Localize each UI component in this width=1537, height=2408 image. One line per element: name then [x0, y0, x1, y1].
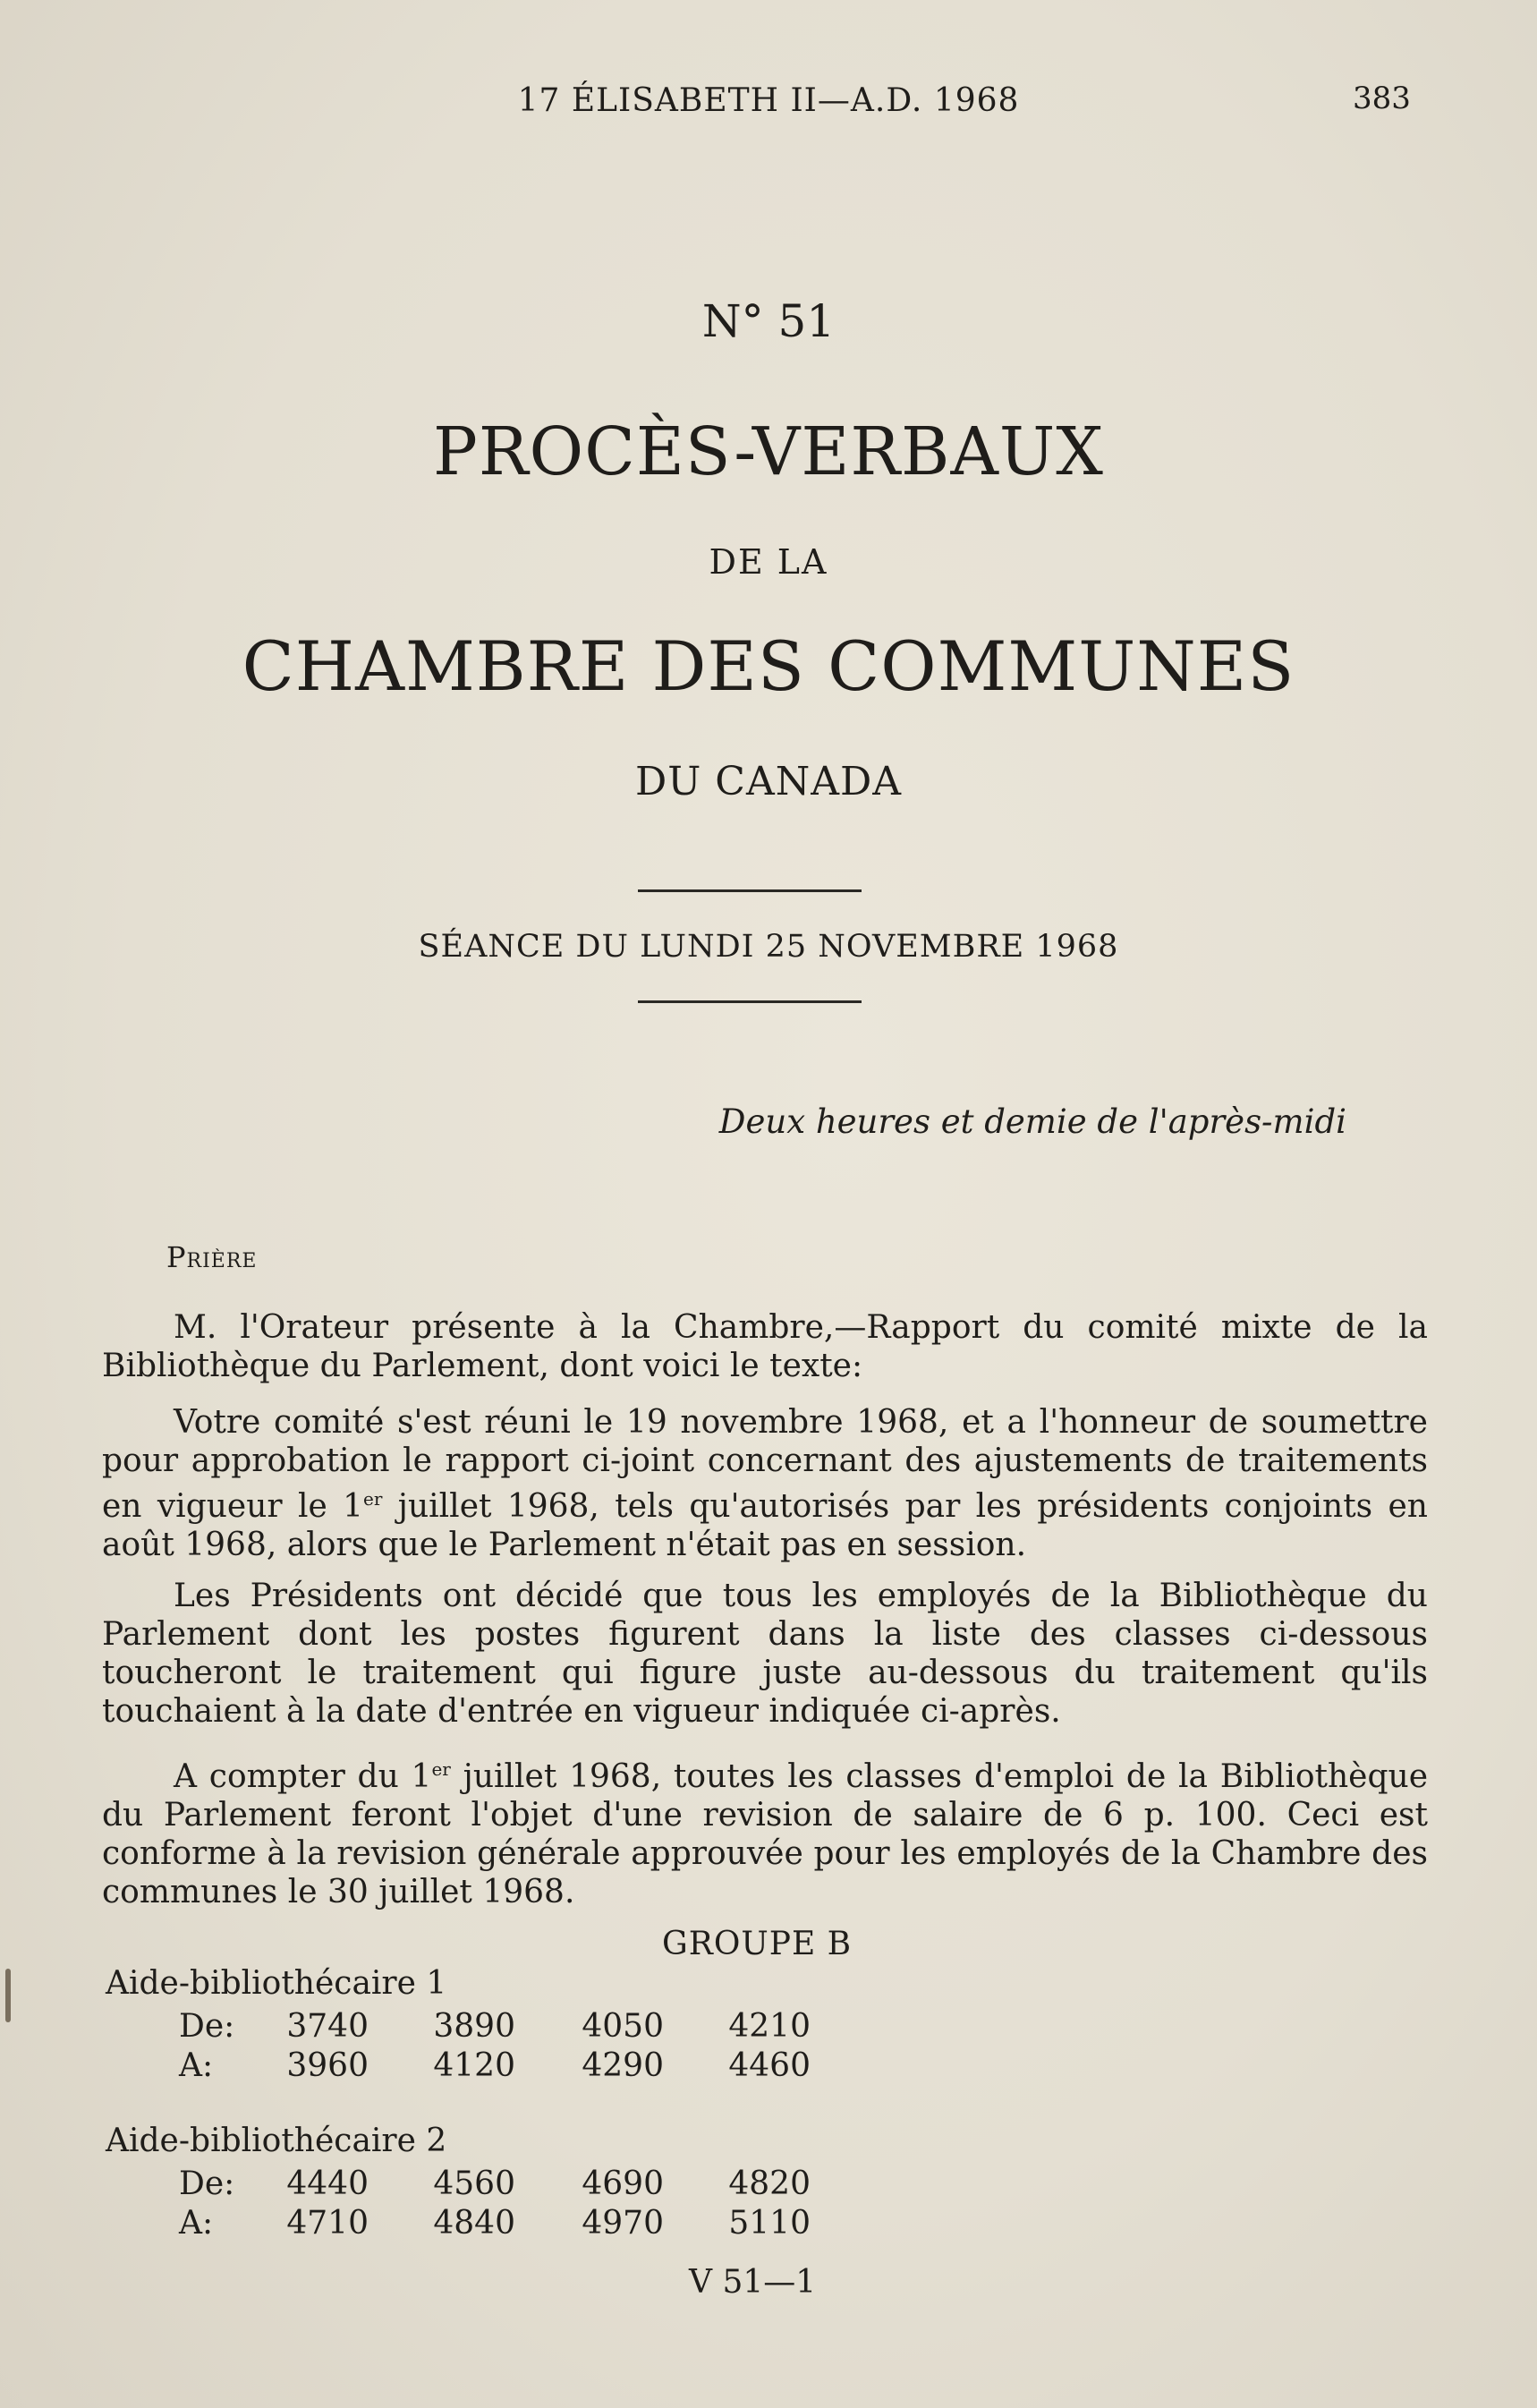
salary-class-label: Aide-bibliothécaire 1 [106, 1965, 447, 2002]
prayer-heading: Prière [166, 1240, 258, 1274]
salary-cell: 5110 [728, 2205, 811, 2242]
divider-top [638, 889, 862, 892]
salary-cell: 4050 [582, 2008, 664, 2045]
salary-cell: 4120 [433, 2047, 515, 2084]
chamber-name: CHAMBRE DES COMMUNES [242, 626, 1295, 706]
row-label-to: A: [179, 2047, 214, 2084]
paragraph-revision-text-a: A compter du 1 [174, 1758, 432, 1795]
salary-cell: 4210 [728, 2008, 811, 2045]
salary-cell: 4840 [433, 2205, 515, 2242]
paragraph-committee-text-a: Votre comité s'est réuni le 19 novembre 1968, et a l'honneur de soumettre pour approbation le rapport ci-joint concernant des ajustements de traitements en vigueur le 1 [102, 1404, 1428, 1525]
session-date: SÉANCE DU LUNDI 25 NOVEMBRE 1968 [418, 929, 1119, 965]
superscript-er: er [431, 1758, 451, 1780]
salary-cell: 3740 [286, 2008, 369, 2045]
row-label-from: De: [179, 2008, 235, 2045]
salary-class-label: Aide-bibliothécaire 2 [106, 2123, 447, 2159]
row-label-to: A: [179, 2205, 214, 2242]
page-edge-mark [5, 1969, 11, 2022]
row-label-from: De: [179, 2165, 235, 2202]
session-time: Deux heures et demie de l'après-midi [718, 1102, 1346, 1141]
paragraph-intro: M. l'Orateur présente à la Chambre,—Rapport du comité mixte de la Bibliothèque du Parlement, dont voici le texte: [102, 1309, 1428, 1384]
salary-cell: 4290 [582, 2047, 664, 2084]
paragraph-revision [102, 1750, 1428, 1911]
signature-mark: V 51—1 [689, 2264, 817, 2301]
salary-cell: 4690 [582, 2165, 664, 2202]
page-number: 383 [1353, 81, 1411, 116]
country-name: DU CANADA [634, 759, 903, 804]
superscript-er: er [363, 1488, 383, 1510]
running-header: 17 ÉLISABETH II—A.D. 1968 [517, 82, 1020, 119]
paragraph-committee [102, 1403, 1428, 1564]
salary-cell: 4460 [728, 2047, 811, 2084]
salary-cell: 4820 [728, 2165, 811, 2202]
document-title: PROCÈS-VERBAUX [433, 413, 1104, 490]
group-heading: GROUPE B [662, 1926, 853, 1962]
paragraph-presidents: Les Présidents ont décidé que tous les employés de la Bibliothèque du Parlement dont les postes figurent dans la liste des classes ci-dessous toucheront le traitement qui figure juste au-dessous du traitement qu'ils touchaient à la date d'entrée en vigueur indiquée ci-après. [102, 1578, 1428, 1730]
issue-number: N° 51 [701, 295, 836, 347]
paragraph-committee-text-b: juillet 1968, tels qu'autorisés par les présidents conjoints en août 1968, alors que le Parlement n'était pas en session. [102, 1488, 1428, 1563]
salary-cell: 4710 [286, 2205, 369, 2242]
salary-cell: 3960 [286, 2047, 369, 2084]
title-connector: DE LA [709, 542, 828, 582]
salary-cell: 4440 [286, 2165, 369, 2202]
paragraph-revision-text-b: juillet 1968, toutes les classes d'emploi de la Bibliothèque du Parlement feront l'objet d'une revision de salaire de 6 p. 100. Ceci est conforme à la revision générale approuvée pour les employés de la Chambre des communes le 30 juillet 1968. [102, 1758, 1428, 1910]
salary-cell: 4560 [433, 2165, 515, 2202]
salary-cell: 3890 [433, 2008, 515, 2045]
salary-cell: 4970 [582, 2205, 664, 2242]
divider-bottom [638, 1000, 862, 1003]
